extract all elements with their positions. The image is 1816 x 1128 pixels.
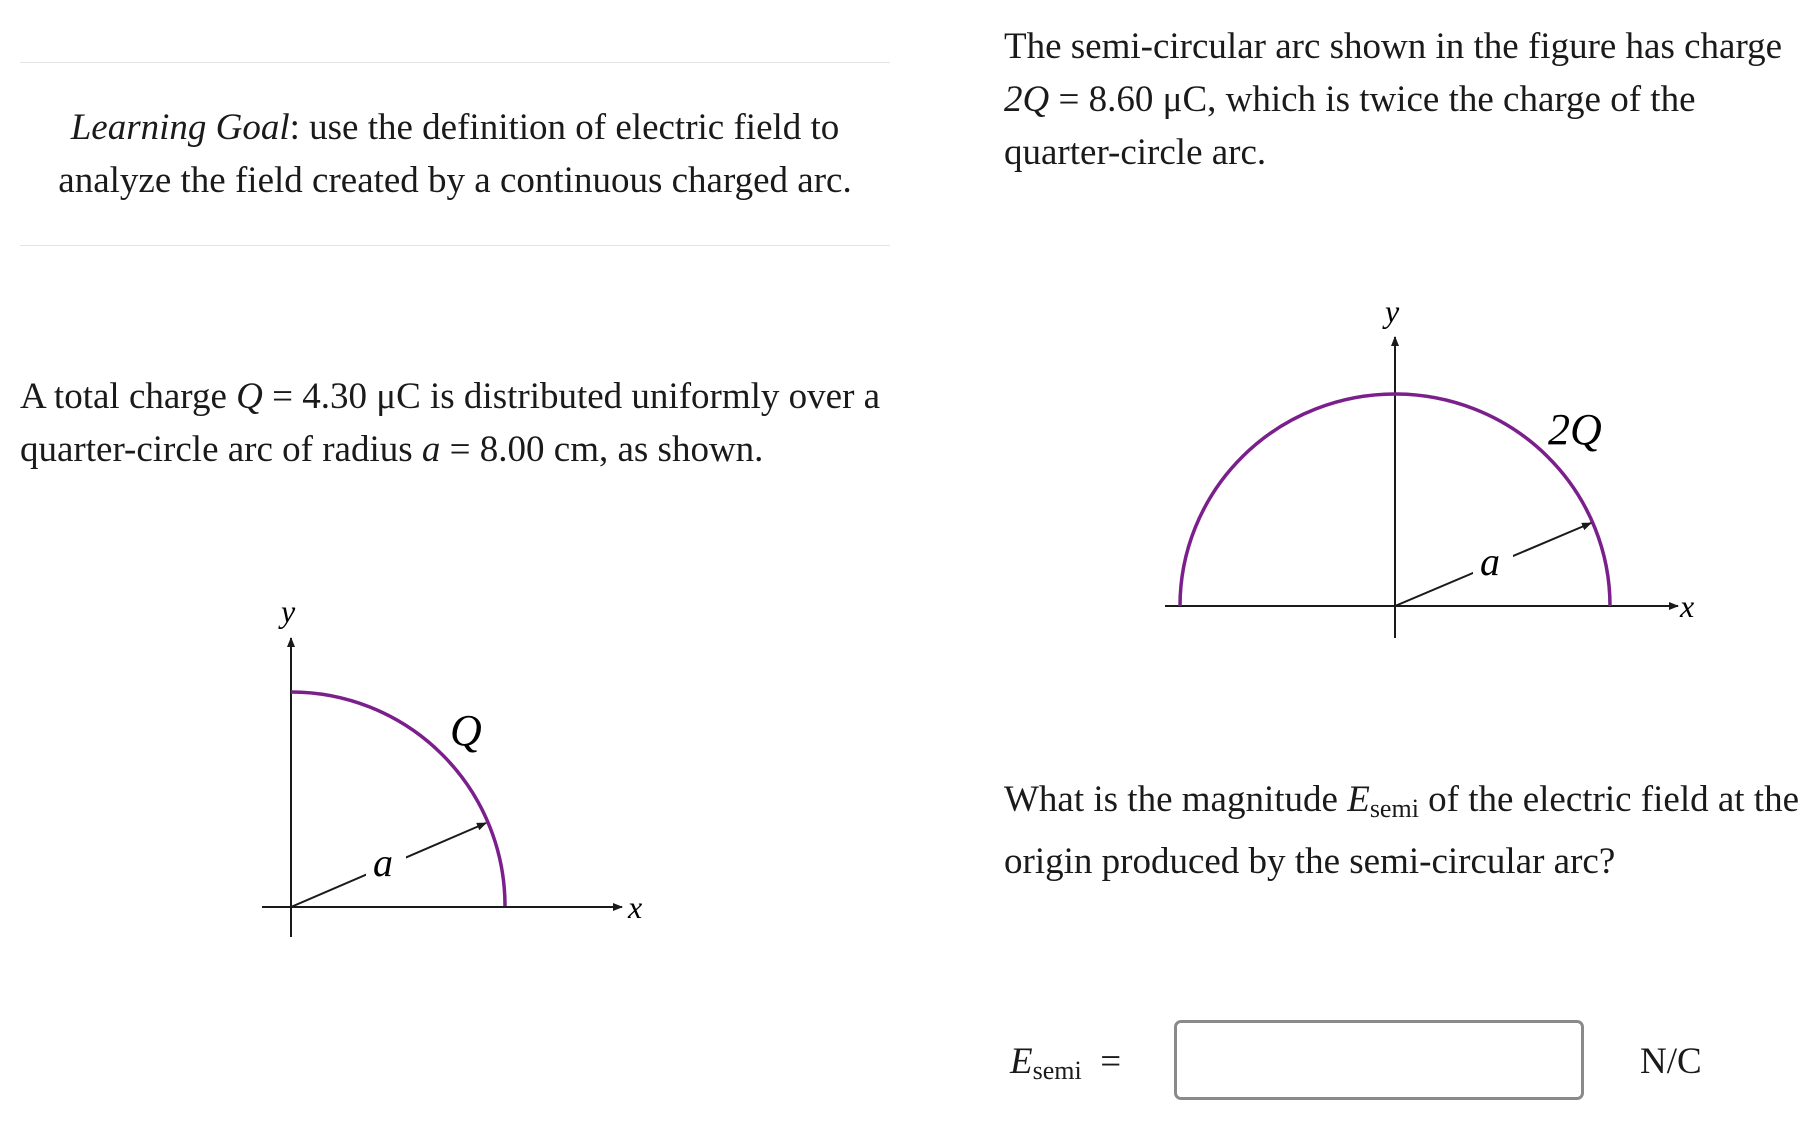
- question-text: [1004, 773, 1804, 888]
- answer-input[interactable]: [1174, 1020, 1584, 1100]
- problem-text: quarter-circle arc of radius: [20, 429, 422, 470]
- question-line1-end: of the electric field at the: [1418, 779, 1800, 820]
- learning-goal-line2: analyze the field created by a continuous charged arc.: [58, 160, 852, 201]
- x-axis-label: x: [1680, 588, 1695, 624]
- x-axis-label: x: [628, 889, 643, 925]
- question-line2: origin produced by the semi-circular arc?: [1004, 841, 1616, 882]
- y-axis-label: y: [1385, 293, 1400, 329]
- y-axis-label: y: [281, 593, 296, 629]
- equals-sign: =: [1100, 1041, 1122, 1082]
- quarter-circle-figure: [0, 0, 900, 1128]
- learning-goal-label: Learning Goal: [70, 107, 290, 148]
- problem-text: = 8.00 cm, as shown.: [440, 429, 764, 470]
- answer-unit: N/C: [1640, 1041, 1702, 1082]
- semi-text-line3: quarter-circle arc.: [1004, 132, 1267, 173]
- double-charge-symbol: 2Q: [1004, 79, 1050, 120]
- charge-symbol: Q: [236, 376, 263, 417]
- field-symbol: E: [1347, 779, 1370, 820]
- radius-symbol: a: [421, 429, 441, 470]
- radius-label: a: [373, 840, 393, 885]
- field-subscript: semi: [1369, 794, 1419, 823]
- answer-row: [1010, 1020, 1800, 1108]
- learning-goal-line1: : use the definition of electric field to: [289, 107, 840, 148]
- semi-circle-figure: [1100, 280, 1816, 680]
- problem-text: A total charge: [20, 376, 237, 417]
- semi-text-line2: = 8.60 μC, which is twice the charge of the: [1049, 79, 1696, 120]
- problem-text: = 4.30 μC is distributed uniformly over a: [262, 376, 881, 417]
- answer-variable: E: [1010, 1041, 1033, 1082]
- semi-text-line1: The semi-circular arc shown in the figure has charge: [1004, 26, 1783, 67]
- charge-label: Q: [450, 706, 482, 755]
- answer-subscript: semi: [1032, 1056, 1082, 1085]
- semi-arc-statement: [1004, 20, 1794, 179]
- charge-label: 2Q: [1548, 405, 1602, 454]
- radius-label: a: [1480, 539, 1500, 584]
- question-line1: What is the magnitude: [1004, 779, 1348, 820]
- answer-label: [1010, 1040, 1121, 1086]
